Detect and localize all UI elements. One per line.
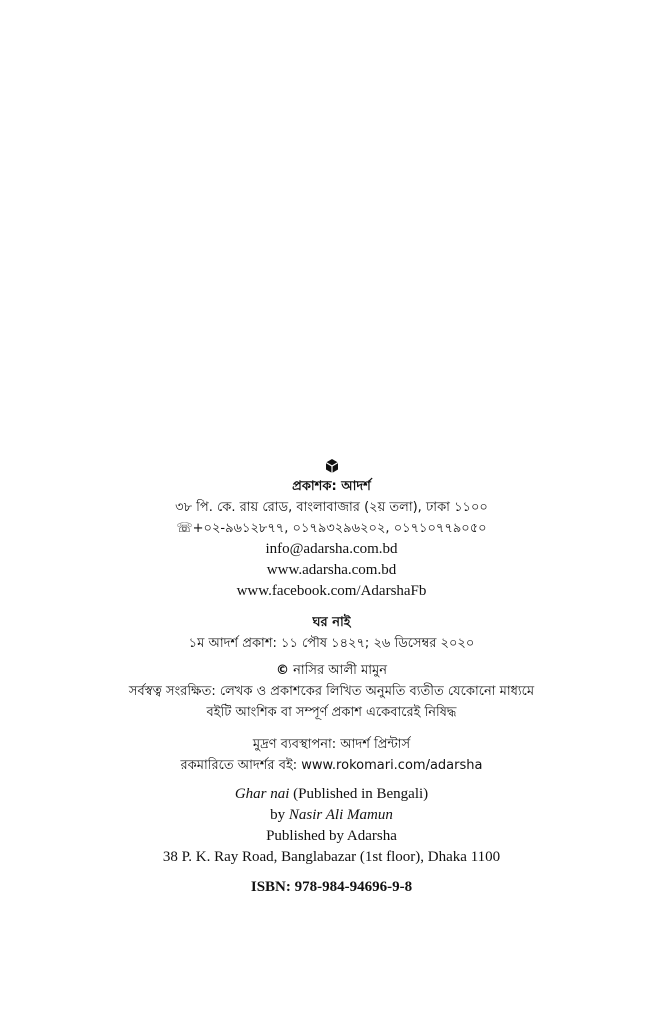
english-address: 38 P. K. Ray Road, Banglabazar (1st floor), Dhaka 1100 [162,849,501,865]
publisher-label: প্রকাশক: আদর্শ [292,479,371,494]
rights-line-1: সর্বস্বত্ব সংরক্ষিত: লেখক ও প্রকাশকের লিখিত অনুমতি ব্যতীত যেকোনো মাধ্যমে [128,684,535,699]
isbn: ISBN: 978-984-94696-9-8 [250,879,413,895]
english-imprint-block [0,784,663,868]
english-title-line [0,784,663,805]
printing-block [0,734,663,776]
publisher-facebook: www.facebook.com/AdarshaFb [236,583,427,599]
english-title-note: (Published in Bengali) [289,786,429,802]
copyright-block [0,660,663,723]
english-by: by [270,807,289,823]
book-title: ঘর নাই [312,615,351,630]
publisher-phones: ☏+০২-৯৬১২৮৭৭, ০১৭৯৩২৯৬২০২, ০১৭১০৭৭৯০৫০ [176,521,487,536]
publisher-block [0,458,663,602]
isbn-block [0,877,663,898]
english-published-by: Published by Adarsha [266,828,397,844]
publisher-address: ৩৮ পি. কে. রায় রোড, বাংলাবাজার (২য় তলা), ঢাকা ১১০০ [175,500,488,515]
rokomari-line: রকমারিতে আদর্শর বই: www.rokomari.com/adarsha [180,758,483,773]
copyright-symbol: © [276,663,290,678]
print-management: মুদ্রণ ব্যবস্থাপনা: আদর্শ প্রিন্টার্স [252,737,411,752]
english-author: Nasir Ali Mamun [288,807,393,823]
copyright-line [0,660,663,681]
english-title: Ghar nai [234,786,290,802]
first-edition: ১ম আদর্শ প্রকাশ: ১১ পৌষ ১৪২৭; ২৬ ডিসেম্বর ২০২০ [188,636,475,651]
publisher-website: www.adarsha.com.bd [266,562,397,578]
publisher-logo-icon [324,458,340,474]
book-title-block [0,612,663,654]
publisher-email: info@adarsha.com.bd [265,541,398,557]
rights-line-2: বইটি আংশিক বা সম্পূর্ণ প্রকাশ একেবারেই নিষিদ্ধ [206,705,457,720]
english-author-line [0,805,663,826]
copyright-holder: নাসির আলী মামুন [293,663,387,678]
